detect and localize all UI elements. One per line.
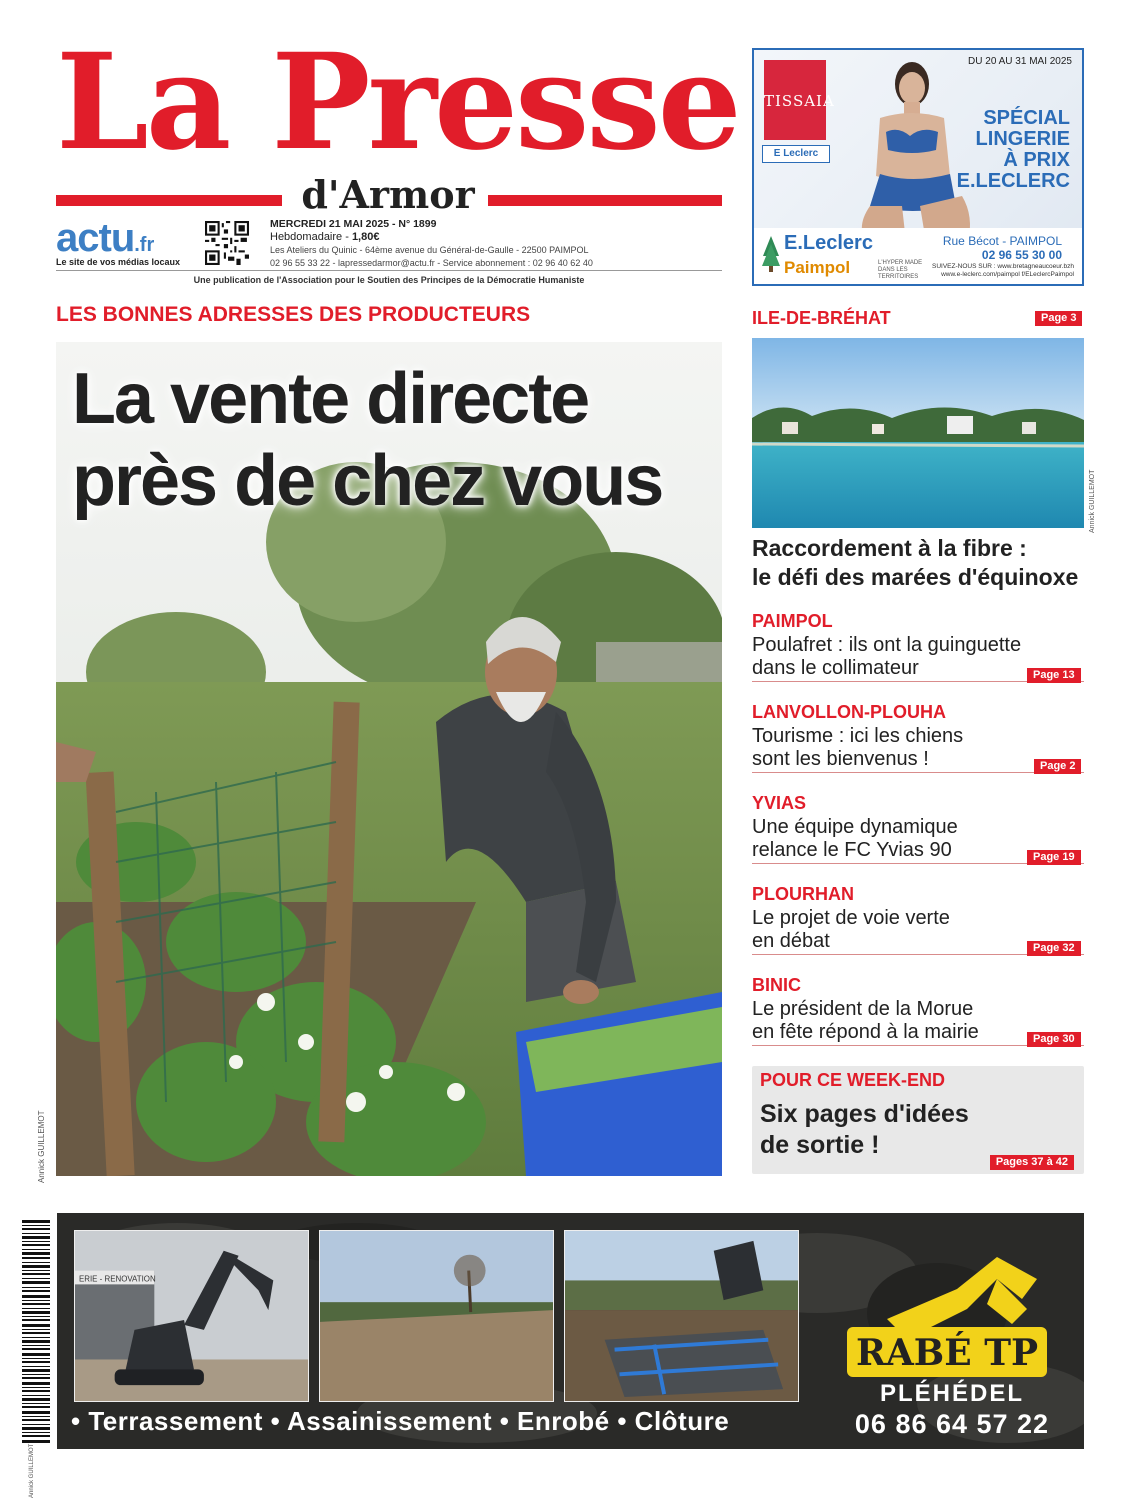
story-kicker[interactable]: YVIAS (752, 793, 807, 813)
issue-price: 1,80€ (351, 231, 380, 243)
story-headline-line: Le projet de voie verte (752, 907, 950, 929)
story-kicker[interactable]: PAIMPOL (752, 611, 833, 631)
weekend-headline-line: de sortie ! (760, 1131, 880, 1159)
tissaia-leclerc-label: E Leclerc (762, 145, 830, 163)
story-headline-line: en débat (752, 930, 830, 952)
store-website: www.e-leclerc.com/paimpol f/ELeclercPaimpol (941, 271, 1074, 278)
excavator-photo (74, 1230, 309, 1402)
brehat-kicker[interactable]: ILE-DE-BRÉHAT (752, 308, 891, 328)
weekend-headline-line: Six pages d'idées (760, 1100, 969, 1128)
page-tag[interactable]: Pages 37 à 42 (990, 1155, 1074, 1170)
rabe-city: PLÉHÉDEL (879, 1380, 1024, 1407)
page-tag[interactable]: Page 13 (1027, 668, 1081, 683)
publication-note: Une publication de l'Association pour le Soutien des Principes de la Démocratie Humaniste (193, 275, 585, 285)
masthead-title: La Presse (56, 25, 739, 180)
store-phone: 02 96 55 30 00 (981, 248, 1062, 262)
tree-icon (762, 236, 780, 272)
page-tag[interactable]: Page 2 (1034, 759, 1081, 774)
tissaia-name: TISSAIA (764, 92, 835, 110)
story-headline-line: sont les bienvenus ! (752, 748, 929, 770)
lead-kicker[interactable]: LES BONNES ADRESSES DES PRODUCTEURS (56, 303, 531, 326)
page-tag[interactable]: Page 19 (1027, 850, 1081, 865)
store-slogan: L'HYPER MADE DANS LES TERRITOIRES (878, 260, 923, 280)
issue-price-line (270, 231, 720, 244)
leveled-field-photo (319, 1230, 554, 1402)
brehat-photo-credit-text: Annick GUILLEMOT (1089, 469, 1096, 533)
actu-tagline: Le site de vos médias locaux (56, 257, 181, 267)
store-address: Rue Bécot - PAIMPOL (942, 234, 1062, 248)
rabe-tp-logo (847, 1249, 1047, 1384)
page-tag[interactable]: Page 32 (1027, 941, 1081, 956)
story-kicker[interactable]: BINIC (752, 975, 801, 995)
masthead-rule-left (56, 195, 282, 206)
issue-info (270, 218, 720, 270)
story-headline-line: dans le collimateur (752, 657, 919, 679)
page-tag[interactable]: Page 30 (1027, 1032, 1081, 1047)
barcode-credit-text: Annick GUILLEMOT (29, 1443, 35, 1498)
story-headline-line: Poulafret : ils ont la guinguette (752, 634, 1022, 656)
brehat-headline[interactable] (752, 534, 1084, 592)
leclerc-logo: E.Leclerc (784, 232, 873, 254)
store-web (914, 263, 1074, 279)
photo-credit-text: Annick GUILLEMOT (37, 1110, 46, 1183)
ad-store-strip (754, 228, 1082, 284)
ad-headline-line: E.LECLERC (956, 170, 1070, 192)
services-line: • Terrassement • Assainissement • Enrobé • Clôture (71, 1406, 730, 1436)
ad-headline-line: SPÉCIAL (983, 107, 1070, 129)
story-headline-line: Une équipe dynamique (752, 816, 958, 838)
masthead-subtitle: d'Armor (301, 172, 475, 217)
rabe-phone[interactable]: 06 86 64 57 22 (854, 1409, 1050, 1439)
weekend-kicker: POUR CE WEEK-END (760, 1070, 946, 1090)
store-address-block (932, 234, 1062, 262)
issue-contact: 02 96 55 33 22 - lapressedarmor@actu.fr - Service abonnement : 02 96 40 62 40 (270, 258, 593, 268)
ad-dates: DU 20 AU 31 MAI 2025 (968, 56, 1072, 67)
barcode-icon (22, 1220, 50, 1446)
issue-date: MERCREDI 21 MAI 2025 - N° 1899 (270, 218, 437, 230)
story-headline-line: relance le FC Yvias 90 (752, 839, 952, 861)
brehat-photo[interactable] (752, 338, 1084, 528)
issue-frequency: Hebdomadaire - (270, 231, 352, 243)
store-city: Paimpol (784, 258, 851, 277)
story-headline-line: Le président de la Morue (752, 998, 974, 1020)
weekend-headline (760, 1099, 1060, 1161)
actu-logo-suffix: .fr (134, 234, 155, 256)
brehat-headline-line: Raccordement à la fibre : (752, 535, 1027, 561)
building-sign: ERIE - RENOVATION (78, 1274, 156, 1284)
masthead-rule-right (488, 195, 722, 206)
actu-logo[interactable] (56, 218, 196, 258)
masthead-divider (56, 270, 722, 271)
drainage-works-photo (564, 1230, 799, 1402)
barcode-credit (24, 1442, 36, 1500)
photo-credit (34, 1105, 48, 1185)
story-headline-line: en fête répond à la mairie (752, 1021, 979, 1043)
story-headline-line: Tourisme : ici les chiens (752, 725, 964, 747)
story-kicker[interactable]: LANVOLLON-PLOUHA (752, 702, 946, 722)
qr-code-icon[interactable] (205, 221, 249, 265)
rabe-tp-logo-text: RABÉ TP (855, 1332, 1039, 1374)
store-follow: SUIVEZ-NOUS SUR : www.bretagneaucoeur.bzh (932, 263, 1074, 270)
brehat-photo-credit (1086, 455, 1096, 535)
ad-headline (950, 108, 1070, 192)
issue-address: Les Ateliers du Quinic - 64ème avenue du Général-de-Gaulle - 22500 PAIMPOL (270, 245, 589, 255)
lead-headline-line: La vente directe (72, 359, 589, 439)
lead-headline[interactable] (72, 358, 712, 522)
tissaia-logo (764, 60, 835, 140)
actu-logo-main: actu (56, 216, 135, 260)
story-kicker[interactable]: PLOURHAN (752, 884, 854, 904)
ad-headline-line: LINGERIE (975, 128, 1070, 150)
leclerc-lingerie-ad[interactable] (752, 48, 1084, 286)
brehat-headline-line: le défi des marées d'équinoxe (752, 564, 1079, 590)
page-tag[interactable]: Page 3 (1035, 311, 1082, 326)
ad-headline-line: À PRIX (1003, 149, 1070, 171)
rabe-tp-ad[interactable] (57, 1213, 1084, 1449)
lead-headline-line: près de chez vous (72, 441, 663, 521)
weekend-box[interactable] (752, 1066, 1084, 1174)
